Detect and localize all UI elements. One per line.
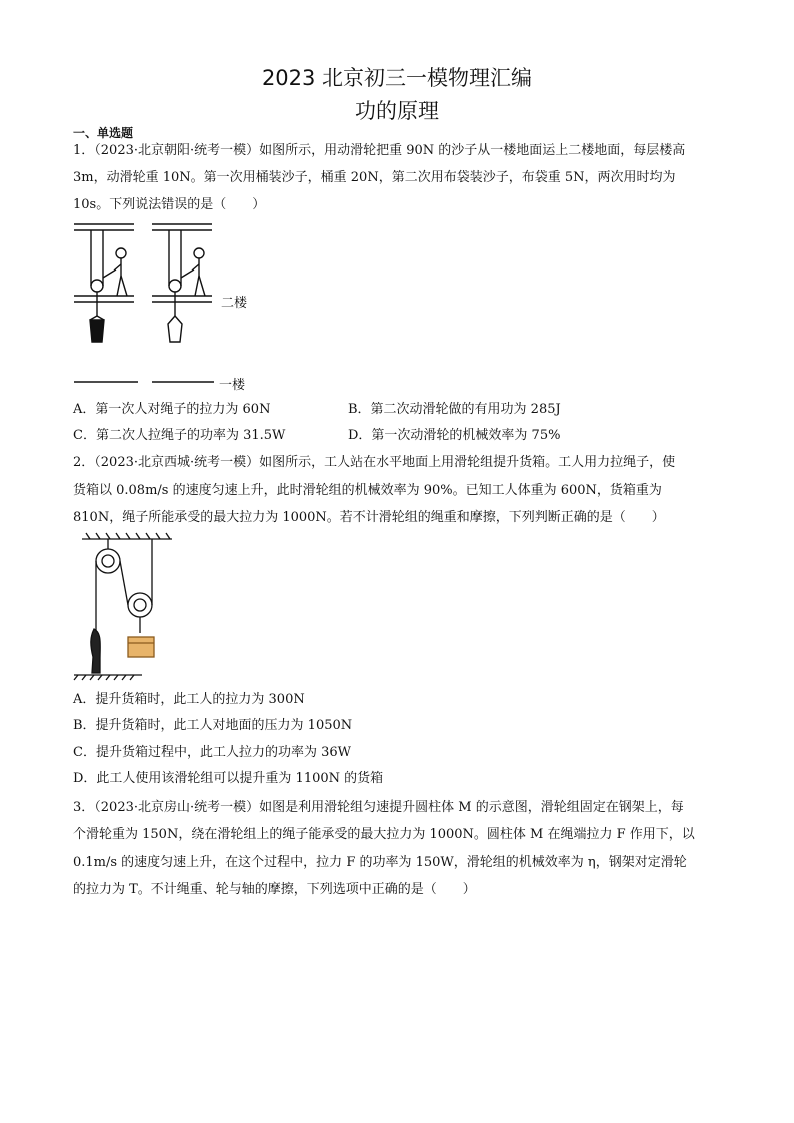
q2-option-c: C．提升货箱过程中，此工人拉力的功率为 36W (73, 745, 351, 760)
q3-stem-line-1: 3．（2023·北京房山·统考一模）如图是利用滑轮组匀速提升圆柱体 M 的示意图，滑轮组固定在钢架上，每 (73, 800, 684, 815)
floor-2-label: 二楼 (221, 296, 248, 311)
q2-option-d: D．此工人使用该滑轮组可以提升重为 1100N 的货箱 (73, 771, 384, 786)
q2-stem-line-1: 2．（2023·北京西城·统考一模）如图所示，工人站在水平地面上用滑轮组提升货箱。工人用力拉绳子，使 (73, 455, 676, 470)
section-heading: 一、单选题 (73, 126, 134, 140)
q3-stem-line-2: 个滑轮重为 150N，绕在滑轮组上的绳子能承受的最大拉力为 1000N。圆柱体 M 在绳端拉力 F 作用下，以 (73, 827, 695, 842)
q1-stem-line-3: 10s。下列说法错误的是（ ） (73, 197, 266, 212)
q2-option-a: A．提升货箱时，此工人的拉力为 300N (73, 692, 305, 707)
q2-stem-line-3: 810N，绳子所能承受的最大拉力为 1000N。若不计滑轮组的绳重和摩擦，下列判断正确的是（ ） (73, 510, 665, 525)
q1-option-b: B．第二次动滑轮做的有用功为 285J (348, 402, 561, 417)
q3-stem-line-4: 的拉力为 T。不计绳重、轮与轴的摩擦，下列选项中正确的是（ ） (73, 882, 476, 897)
q1-option-c: C．第二次人拉绳子的功率为 31.5W (73, 428, 286, 443)
q2-stem-line-2: 货箱以 0.08m/s 的速度匀速上升，此时滑轮组的机械效率为 90%。已知工人体重为 600N，货箱重为 (73, 483, 662, 498)
q3-stem-line-3: 0.1m/s 的速度匀速上升，在这个过程中，拉力 F 的功率为 150W，滑轮组的机械效率为 η，钢架对定滑轮 (73, 855, 687, 870)
floor-1-label: 一楼 (219, 378, 246, 393)
document-title: 2023 北京初三一模物理汇编 (261, 66, 533, 90)
document-subtitle: 功的原理 (355, 99, 439, 123)
q1-stem-line-2: 3m，动滑轮重 10N。第一次用桶装沙子，桶重 20N，第二次用布袋装沙子，布袋重 5N，两次用时均为 (73, 170, 676, 185)
q1-option-a: A．第一次人对绳子的拉力为 60N (73, 402, 271, 417)
q1-stem-line-1: 1．（2023·北京朝阳·统考一模）如图所示，用动滑轮把重 90N 的沙子从一楼地面运上二楼地面，每层楼高 (73, 143, 686, 158)
q1-option-d: D．第一次动滑轮的机械效率为 75% (348, 428, 561, 443)
q2-option-b: B．提升货箱时，此工人对地面的压力为 1050N (73, 718, 353, 733)
q2-pulley-block-figure (72, 533, 182, 681)
